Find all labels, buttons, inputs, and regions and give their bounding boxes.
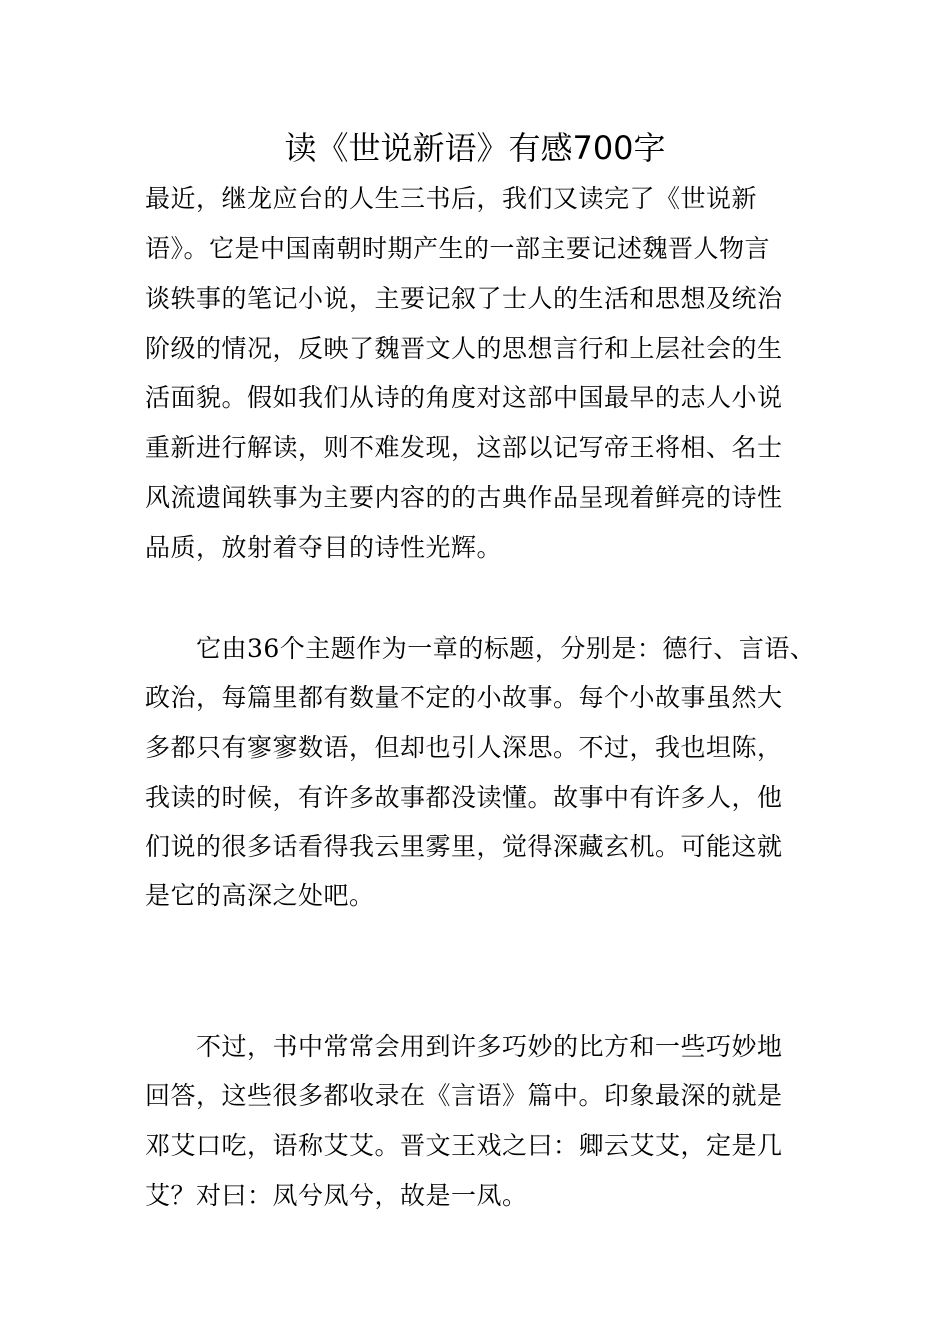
- text-line: 邓艾口吃，语称艾艾。晋文王戏之曰：卿云艾艾，定是几: [145, 1131, 783, 1160]
- text-line: 风流遗闻轶事为主要内容的的古典作品呈现着鲜亮的诗性: [145, 483, 783, 512]
- document-title: 读《世说新语》有感700字: [284, 129, 666, 167]
- text-line: 不过，书中常常会用到许多巧妙的比方和一些巧妙地: [145, 1032, 783, 1061]
- text-line: 谈轶事的笔记小说，主要记叙了士人的生活和思想及统治: [145, 284, 783, 313]
- text-line: 最近，继龙应台的人生三书后，我们又读完了《世说新: [145, 184, 758, 213]
- text-line: 重新进行解读，则不难发现，这部以记写帝王将相、名士: [145, 433, 783, 462]
- text-line: 品质，放射着夺目的诗性光辉。: [145, 533, 503, 562]
- text-line: 们说的很多话看得我云里雾里，觉得深藏玄机。可能这就: [145, 832, 783, 861]
- text-line: 语》。它是中国南朝时期产生的一部主要记述魏晋人物言: [145, 234, 771, 263]
- text-line: 多都只有寥寥数语，但却也引人深思。不过，我也坦陈，: [145, 733, 783, 762]
- text-line: 是它的高深之处吧。: [145, 881, 375, 910]
- text-line: 艾？对曰：凤兮凤兮，故是一凤。: [145, 1181, 528, 1210]
- text-line: 它由36个主题作为一章的标题，分别是：德行、言语、: [145, 634, 816, 663]
- text-line: 我读的时候，有许多故事都没读懂。故事中有许多人，他: [145, 783, 783, 812]
- text-line: 回答，这些很多都收录在《言语》篇中。印象最深的就是: [145, 1081, 783, 1110]
- text-line: 阶级的情况，反映了魏晋文人的思想言行和上层社会的生: [145, 334, 783, 363]
- text-line: 政治，每篇里都有数量不定的小故事。每个小故事虽然大: [145, 683, 783, 712]
- text-line: 活面貌。假如我们从诗的角度对这部中国最早的志人小说: [145, 383, 783, 412]
